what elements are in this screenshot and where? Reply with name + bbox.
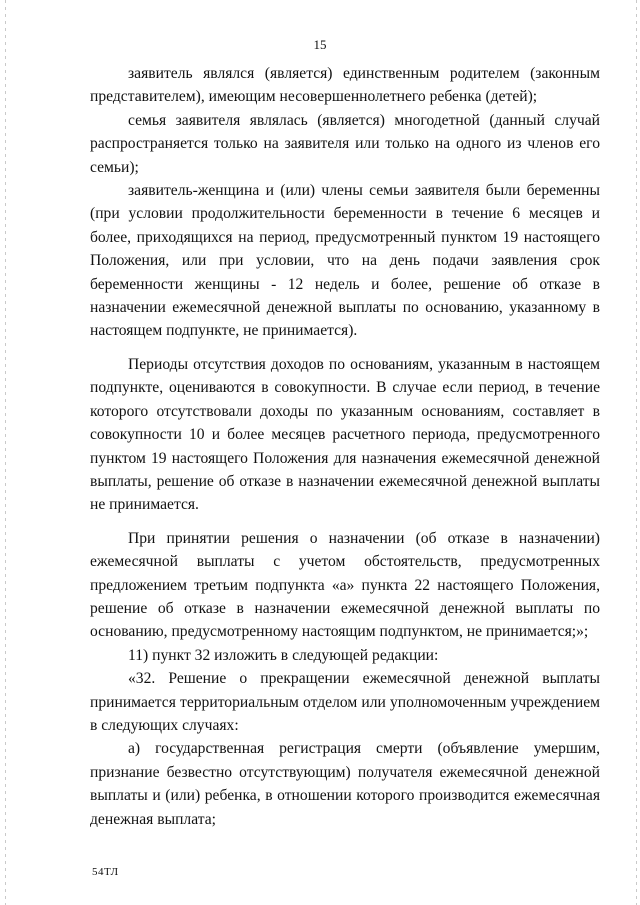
paragraph-subitem-a: а) государственная регистрация смерти (объявление умершим, признание безвестно отсутствующим) получателя ежемесячной денежной выплаты и (или) ребенка, в отношении которого производится ежемесячная денежная выплата; bbox=[90, 740, 600, 828]
scan-edge-right bbox=[636, 0, 637, 905]
document-body bbox=[90, 62, 600, 831]
paragraph-single-parent: заявитель являлся (является) единственным родителем (законным представителем), имеющим несовершеннолетнего ребенка (детей); bbox=[90, 65, 600, 106]
paragraph-clause-32: «32. Решение о прекращении ежемесячной денежной выплаты принимается территориальным отделом или уполномоченным учреждением в следующих случаях: bbox=[90, 670, 600, 734]
paragraph-item-11: 11) пункт 32 изложить в следующей редакции: bbox=[128, 646, 439, 664]
footer-code: 54ТЛ bbox=[92, 866, 119, 878]
page-number: 15 bbox=[313, 37, 327, 52]
paragraph-decision-circumstances: При принятии решения о назначении (об отказе в назначении) ежемесячной выплаты с учетом обстоятельств, предусмотренных предложением третьим подпункта «а» пункта 22 настоящего Положения, решение об отказе в назначении ежемесячной денежной выплаты по основанию, предусмотренному настоящим подпунктом, не принимается;»; bbox=[90, 529, 600, 641]
scan-edge-left bbox=[5, 0, 6, 905]
paragraph-large-family: семья заявителя являлась (является) многодетной (данный случай распространяется только на заявителя или только на одного из членов его семьи); bbox=[90, 111, 600, 176]
paragraph-income-periods: Периоды отсутствия доходов по основаниям, указанным в настоящем подпункте, оцениваются в совокупности. В случае если период, в течение которого отсутствовали доходы по указанным основаниям, составляет в совокупности 10 и более месяцев расчетного периода, предусмотренного пунктом 19 настоящего Положения для назначения ежемесячной денежной выплаты, решение об отказе в назначении ежемесячной денежной выплаты не принимается. bbox=[90, 355, 600, 514]
paragraph-pregnancy: заявитель-женщина и (или) члены семьи заявителя были беременны (при условии продолжительности беременности в течение 6 месяцев и более, приходящихся на период, предусмотренный пунктом 19 настоящего Положения, или при условии, что на день подачи заявления срок беременности женщины - 12 недель и более, решение об отказе в назначении ежемесячной денежной выплаты по основанию, указанному в настоящем подпункте, не принимается). bbox=[90, 182, 600, 340]
